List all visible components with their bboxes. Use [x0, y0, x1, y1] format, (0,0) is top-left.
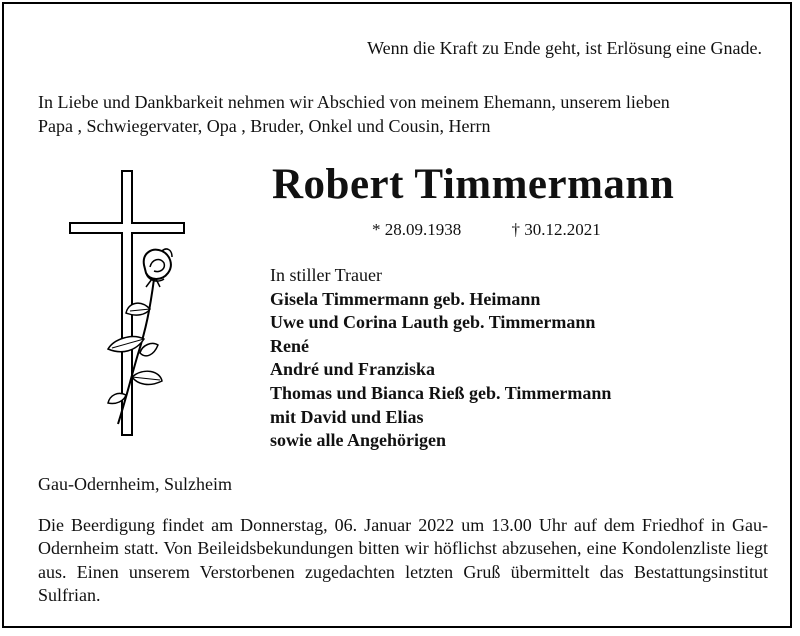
deceased-name: Robert Timmermann [272, 161, 675, 208]
mourner-name: mit David und Elias [270, 406, 424, 427]
mourner-name: René [270, 335, 309, 356]
intro-line: In Liebe und Dankbarkeit nehmen wir Abschied von meinem Ehemann, unserem lieben [38, 92, 670, 112]
mourners-heading: In stiller Trauer [270, 265, 382, 285]
obituary-notice [2, 2, 792, 628]
intro-text [38, 90, 768, 138]
mourner-name: Gisela Timmermann geb. Heimann [270, 288, 541, 309]
intro-line: Papa , Schwiegervater, Opa , Bruder, Onkel und Cousin, Herrn [38, 116, 491, 136]
life-dates [372, 220, 601, 240]
mourner-name: Thomas und Bianca Rieß geb. Timmermann [270, 382, 612, 403]
death-date: † 30.12.2021 [511, 220, 601, 239]
cross-with-rose-icon [66, 169, 186, 439]
mourner-name: sowie alle Angehörigen [270, 430, 446, 451]
mourners-list [270, 264, 611, 453]
funeral-notice-text: Die Beerdigung findet am Donnerstag, 06. Januar 2022 um 13.00 Uhr auf dem Friedhof in Gau-Odernheim statt. Von Beileidsbekundungen bitten wir höflichst abzusehen, eine Kondolenzliste liegt aus. Einen unserem Verstorbenen zugedachten letzten Gruß übermittelt das Bestattungsinstitut Sulfrian. [38, 515, 768, 606]
mourner-name: Uwe und Corina Lauth geb. Timmermann [270, 312, 596, 333]
motto-quote: Wenn die Kraft zu Ende geht, ist Erlösung eine Gnade. [367, 38, 762, 58]
birth-date: * 28.09.1938 [372, 220, 462, 239]
place-line: Gau-Odernheim, Sulzheim [38, 474, 232, 494]
mourner-name: André und Franziska [270, 359, 436, 380]
